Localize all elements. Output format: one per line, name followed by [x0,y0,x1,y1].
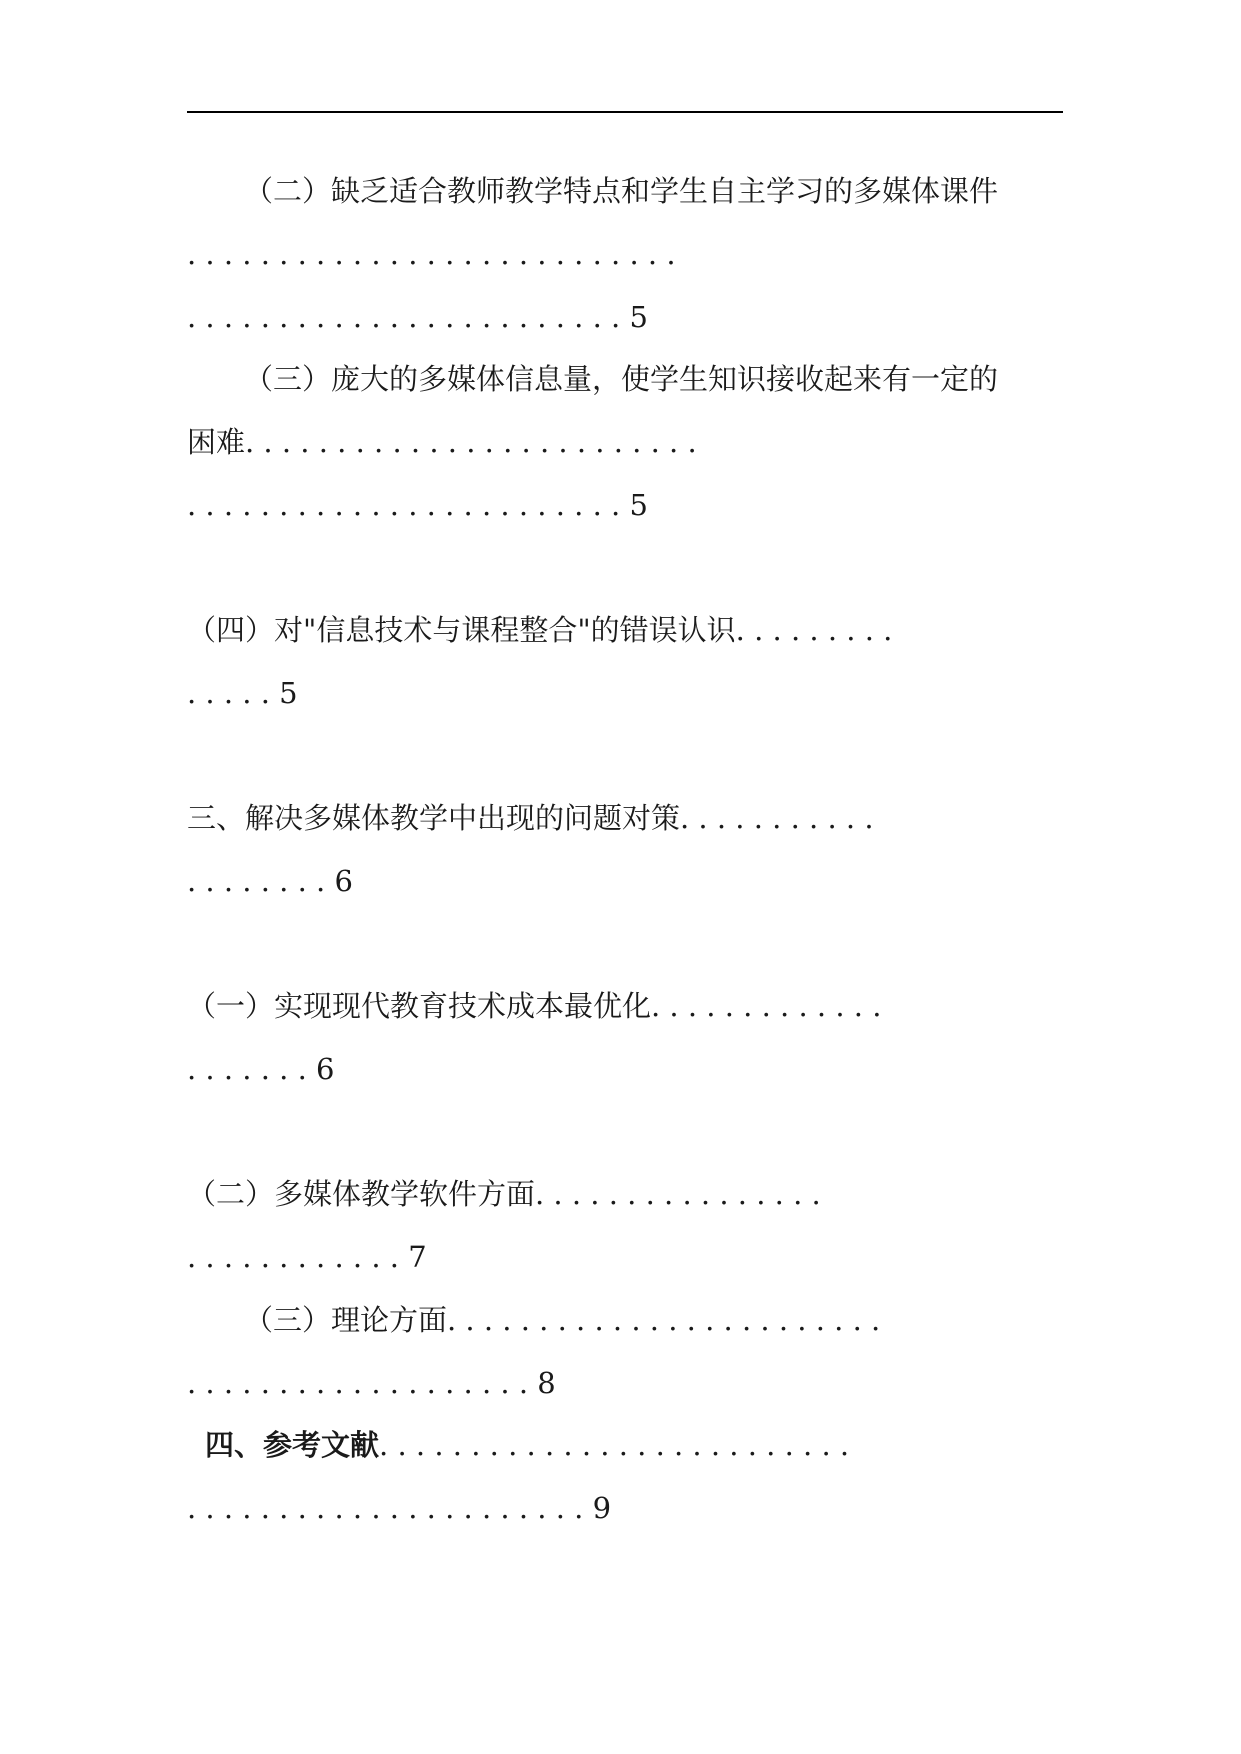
toc-entry-dots: . . . . . . . . . . . . . . . . . . . . . . . . . . . [187,237,676,271]
toc-entry-text: （三）庞大的多媒体信息量，使学生知识接收起来有一定的 [244,362,999,396]
toc-entry-page: . . . . . . . . . . . . . . . . . . . . . . 9 [187,1491,612,1525]
toc-entry-page: . . . . . . . . . . . . . . . . . . . . . . . . 5 [187,488,648,522]
header-rule [187,111,1063,113]
toc-entry-text: （三）理论方面. . . . . . . . . . . . . . . . . . . . . . . . [244,1303,881,1337]
toc-entry-text: （二）多媒体教学软件方面. . . . . . . . . . . . . . . . [187,1177,821,1211]
toc-entry-page: . . . . . . . . 6 [187,864,353,898]
toc-entry-text [205,1423,1081,1467]
toc-entry-text: 三、解决多媒体教学中出现的问题对策. . . . . . . . . . . [187,801,874,835]
toc-entry-dots: . . . . . . . . . . . . . . . . . . . . . . . . . . [379,1428,850,1462]
toc-entry-text: （四）对"信息技术与课程整合"的错误认识. . . . . . . . . [187,613,893,647]
toc-entry-page: . . . . . . . . . . . . . . . . . . . 8 [187,1366,556,1400]
toc-entry-heading: 四、参考文献 [205,1428,380,1462]
toc-entry-text: （一）实现现代教育技术成本最优化. . . . . . . . . . . . . [187,989,882,1023]
toc-entry-page: . . . . . 5 [187,676,298,710]
toc-entry-text: （二）缺乏适合教师教学特点和学生自主学习的多媒体课件 [244,174,999,208]
toc-entry-page: . . . . . . . 6 [187,1052,335,1086]
toc-entry-dots: 困难. . . . . . . . . . . . . . . . . . . . . . . . . [187,425,697,459]
toc-entry-page: . . . . . . . . . . . . 7 [187,1240,427,1274]
toc-entry-page: . . . . . . . . . . . . . . . . . . . . . . . . 5 [187,300,648,334]
